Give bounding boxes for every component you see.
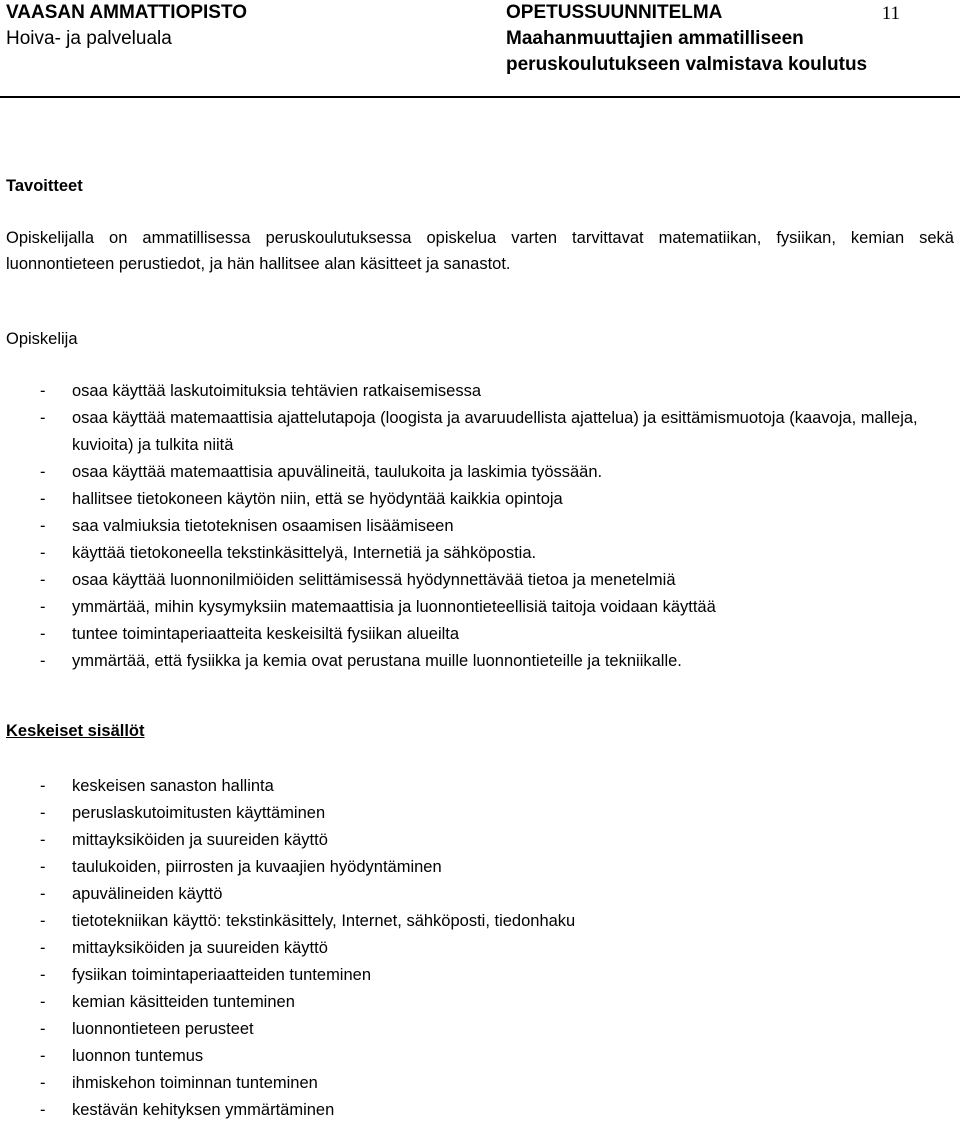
list-item — [6, 1097, 956, 1124]
department-name: Hoiva- ja palveluala — [6, 28, 172, 49]
list-item-text: keskeisen sanaston hallinta — [72, 777, 274, 795]
list-item-text: taulukoiden, piirrosten ja kuvaajien hyödyntäminen — [72, 858, 442, 876]
list-item — [6, 827, 956, 854]
goals-list — [6, 378, 956, 675]
list-marker: - — [40, 463, 46, 481]
goals-heading: Tavoitteet — [6, 177, 83, 195]
list-item-text: ymmärtää, että fysiikka ja kemia ovat perustana muille luonnontieteille ja tekniikalle. — [72, 652, 682, 670]
list-item-text: käyttää tietokoneella tekstinkäsittelyä, Internetiä ja sähköpostia. — [72, 544, 537, 562]
list-item-text: osaa käyttää matemaattisia apuvälineitä, taulukoita ja laskimia työssään. — [72, 463, 603, 481]
list-item — [6, 962, 956, 989]
list-item-text: luonnon tuntemus — [72, 1047, 204, 1065]
list-marker: - — [40, 490, 46, 508]
list-item-text: luonnontieteen perusteet — [72, 1020, 254, 1038]
list-item-text: osaa käyttää matemaattisia ajattelutapoja (loogista ja avaruudellista ajattelua) ja esittämismuotoja (kaavoja, malleja, kuvioita) ja tulkita niitä — [72, 409, 918, 454]
list-marker: - — [40, 598, 46, 616]
list-item-text: osaa käyttää luonnonilmiöiden selittämisessä hyödynnettävää tietoa ja menetelmiä — [72, 571, 676, 589]
list-item — [6, 989, 956, 1016]
list-item — [6, 459, 956, 486]
list-marker: - — [40, 1074, 46, 1092]
student-label: Opiskelija — [6, 330, 78, 348]
list-item — [6, 594, 956, 621]
contents-heading: Keskeiset sisällöt — [6, 722, 145, 740]
list-item-text: fysiikan toimintaperiaatteiden tunteminen — [72, 966, 372, 984]
list-marker: - — [40, 912, 46, 930]
list-marker: - — [40, 777, 46, 795]
list-marker: - — [40, 858, 46, 876]
list-item-text: tietotekniikan käyttö: tekstinkäsittely, Internet, sähköposti, tiedonhaku — [72, 912, 576, 930]
list-marker: - — [40, 1047, 46, 1065]
list-marker: - — [40, 1101, 46, 1119]
list-item-text: kestävän kehityksen ymmärtäminen — [72, 1101, 335, 1119]
list-item-text: ymmärtää, mihin kysymyksiin matemaattisia ja luonnontieteellisiä taitoja voidaan käyttää — [72, 598, 716, 616]
list-marker: - — [40, 517, 46, 535]
list-marker: - — [40, 409, 46, 427]
list-item — [6, 648, 956, 675]
contents-list — [6, 773, 956, 1124]
list-item — [6, 567, 956, 594]
document-title: OPETUSSUUNNITELMA — [506, 2, 723, 23]
list-marker: - — [40, 993, 46, 1011]
list-item — [6, 540, 956, 567]
list-item-text: ihmiskehon toiminnan tunteminen — [72, 1074, 318, 1092]
document-subtitle-line-1: Maahanmuuttajien ammatilliseen — [506, 28, 804, 49]
goals-intro-paragraph: Opiskelijalla on ammatillisessa peruskoulutuksessa opiskelua varten tarvittavat matematiikan, fysiikan, kemian sekä luonnontieteen perustiedot, ja hän hallitsee alan käsitteet ja sanastot. — [6, 229, 954, 273]
list-item-text: saa valmiuksia tietoteknisen osaamisen lisäämiseen — [72, 517, 454, 535]
list-item-text: mittayksiköiden ja suureiden käyttö — [72, 939, 328, 957]
list-item-text: peruslaskutoimitusten käyttäminen — [72, 804, 326, 822]
list-item — [6, 1016, 956, 1043]
list-item-text: kemian käsitteiden tunteminen — [72, 993, 295, 1011]
list-item — [6, 800, 956, 827]
list-marker: - — [40, 382, 46, 400]
list-marker: - — [40, 966, 46, 984]
list-marker: - — [40, 831, 46, 849]
page-header — [0, 0, 960, 98]
list-marker: - — [40, 1020, 46, 1038]
list-marker: - — [40, 544, 46, 562]
page-number: 11 — [881, 3, 900, 24]
list-marker: - — [40, 939, 46, 957]
header-right — [506, 0, 867, 78]
organization-name: VAASAN AMMATTIOPISTO — [6, 2, 248, 23]
list-marker: - — [40, 571, 46, 589]
header-left — [6, 0, 247, 52]
list-item — [6, 773, 956, 800]
list-item — [6, 1043, 956, 1070]
document-subtitle-line-2: peruskoulutukseen valmistava koulutus — [506, 54, 868, 75]
list-item — [6, 854, 956, 881]
list-item — [6, 935, 956, 962]
list-item — [6, 378, 956, 405]
list-item-text: tuntee toimintaperiaatteita keskeisiltä fysiikan alueilta — [72, 625, 460, 643]
list-marker: - — [40, 804, 46, 822]
list-item — [6, 486, 956, 513]
list-marker: - — [40, 885, 46, 903]
list-marker: - — [40, 625, 46, 643]
list-item — [6, 908, 956, 935]
list-item — [6, 405, 956, 459]
list-item-text: apuvälineiden käyttö — [72, 885, 223, 903]
list-marker: - — [40, 652, 46, 670]
list-item-text: mittayksiköiden ja suureiden käyttö — [72, 831, 328, 849]
list-item-text: hallitsee tietokoneen käytön niin, että se hyödyntää kaikkia opintoja — [72, 490, 563, 508]
list-item — [6, 881, 956, 908]
list-item — [6, 621, 956, 648]
list-item-text: osaa käyttää laskutoimituksia tehtävien ratkaisemisessa — [72, 382, 482, 400]
list-item — [6, 513, 956, 540]
list-item — [6, 1070, 956, 1097]
